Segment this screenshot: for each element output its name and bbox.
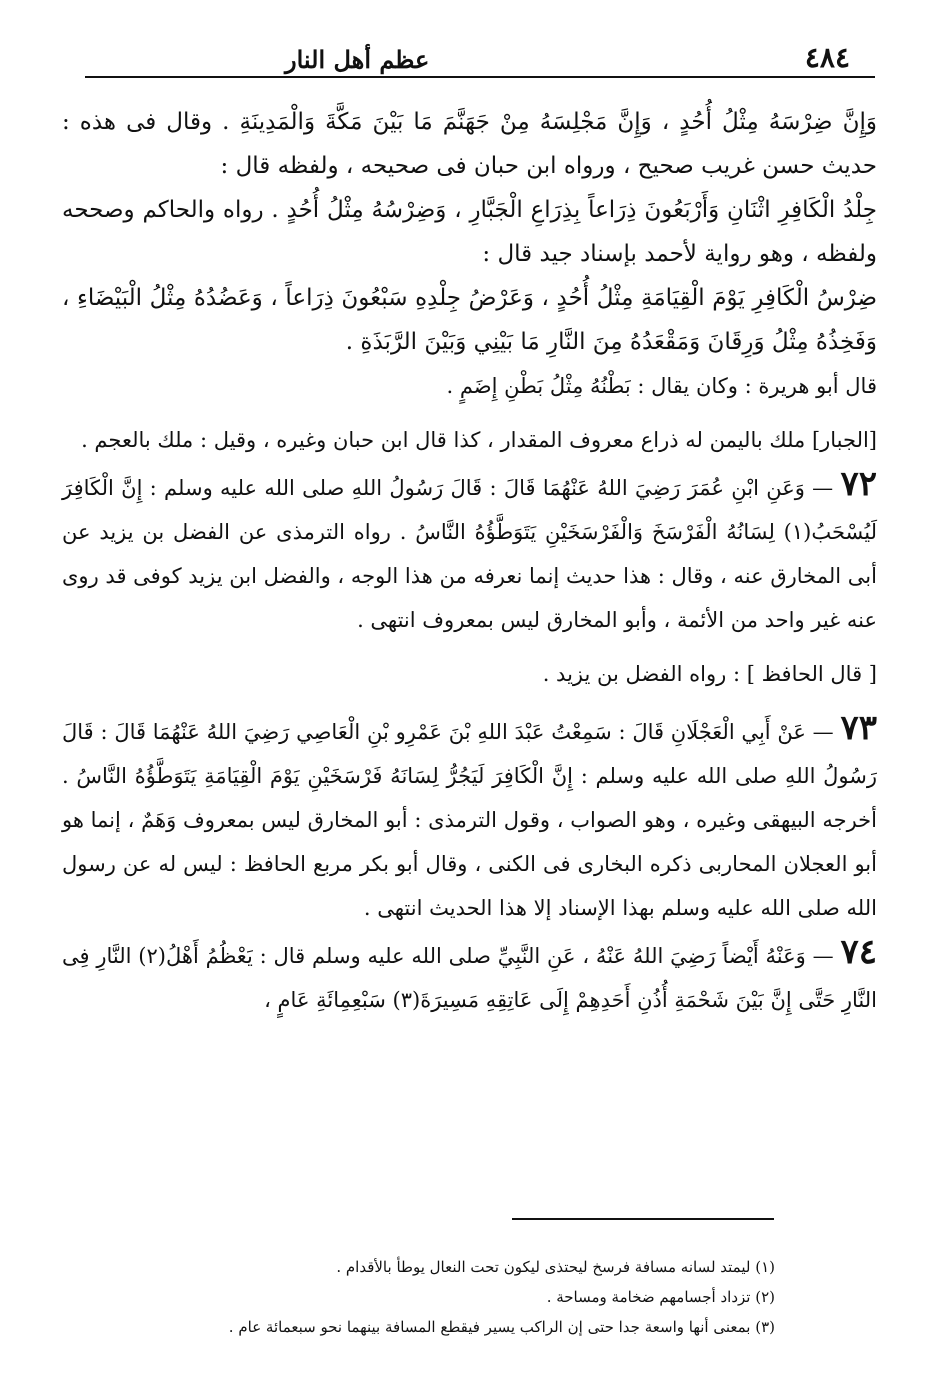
- paragraph-4: قال أبو هريرة : وكان يقال : بَطْنُهُ مِثْلُ بَطْنِ إِضَمٍ .: [446, 374, 877, 398]
- paragraph-1: وَإِنَّ ضِرْسَهُ مِثْلُ أُحُدٍ ، وَإِنَّ مَجْلِسَهُ مِنْ جَهَنَّمَ مَا بَيْنَ مَكَّةَ وَالْمَدِينَةِ . وقال فى هذه : حديث حسن غريب صحيح ، ورواه ابن حبان فى صحيحه ، ولفظه قال :: [62, 109, 877, 179]
- footnote-rule: [512, 1218, 774, 1220]
- hadith-72-text: — وَعَنِ ابْنِ عُمَرَ رَضِيَ اللهُ عَنْهُمَا قَالَ : قَالَ رَسُولُ اللهِ صلى الله عليه وسلم : إِنَّ الْكَافِرَ لَيُسْحَبُ(١) لِسَانُهُ الْفَرْسَخَ وَالْفَرْسَخَيْنِ يَتَوَطَّؤُهُ النَّاسُ . رواه الترمذى عن الفضل بن يزيد عن أبى المخارق عنه ، وقال : هذا حديث إنما نعرفه من هذا الوجه ، والفضل ابن يزيد كوفى قد روى عنه غير واحد من الأئمة ، وأبو المخارق ليس بمعروف انتهى .: [62, 476, 877, 632]
- page-number: ٤٨٤: [804, 41, 850, 74]
- header-rule: [85, 76, 875, 78]
- footnote-2: (٢) تزداد أجسامهم ضخامة ومساحة .: [546, 1288, 775, 1306]
- hadith-number-73: ٧٣: [840, 708, 877, 748]
- footnotes: [150, 1252, 775, 1342]
- running-title: عظم أهل النار: [285, 45, 430, 74]
- paragraph-5: [الجبار] ملك باليمن له ذراع معروف المقدار ، كذا قال ابن حبان وغيره ، وقيل : ملك بالعجم .: [81, 428, 877, 452]
- hadith-74: [62, 930, 877, 1022]
- footnote-3: (٣) بمعنى أنها واسعة جدا حتى إن الراكب يسير فيقطع المسافة بينهما نحو سبعمائة عام .: [228, 1318, 775, 1336]
- footnote-1: (١) ليمتد لسانه مسافة فرسخ ليحتذى ليكون تحت النعال يوطأ بالأقدام .: [336, 1258, 775, 1276]
- hadith-73-text: — عَنْ أَبِي الْعَجْلَانِ قَالَ : سَمِعْتُ عَبْدَ اللهِ بْنَ عَمْرِو بْنِ الْعَاصِي رَضِيَ اللهُ عَنْهُمَا قَالَ : قَالَ رَسُولُ اللهِ صلى الله عليه وسلم : إِنَّ الْكَافِرَ لَيَجُرُّ لِسَانَهُ فَرْسَخَيْنِ يَوْمَ الْقِيَامَةِ يَتَوَطَّؤُهُ النَّاسُ . أخرجه البيهقى وغيره ، وهو الصواب ، وقول الترمذى : أبو المخارق ليس بمعروف وَهَمٌ ، إنما هو أبو العجلان المحاربى ذكره البخارى فى الكنى ، وقال أبو بكر مربع الحافظ : ليس له عن رسول الله صلى الله عليه وسلم بهذا الإسناد إلا هذا الحديث انتهى .: [62, 720, 877, 920]
- hadith-number-72: ٧٢: [840, 464, 877, 504]
- hadith-74-text: — وَعَنْهُ أَيْضاً رَضِيَ اللهُ عَنْهُ ، عَنِ النَّبِيِّ صلى الله عليه وسلم قال : يَعْظُمُ أَهْلُ(٢) النَّارِ فِى النَّارِ حَتَّى إِنَّ بَيْنَ شَحْمَةِ أُذُنِ أَحَدِهِمْ إِلَى عَاتِقِهِ مَسِيرَةَ(٣) سَبْعِمِائَةِ عَامٍ ،: [62, 944, 877, 1012]
- paragraph-3: ضِرْسُ الْكَافِرِ يَوْمَ الْقِيَامَةِ مِثْلُ أُحُدٍ ، وَعَرْضُ جِلْدِهِ سَبْعُونَ ذِرَاعاً ، وَعَضُدُهُ مِثْلُ الْبَيْضَاءِ ، وَفَخِذُهُ مِثْلُ وَرِقَانَ وَمَقْعَدُهُ مِنَ النَّارِ مَا بَيْنِي وَبَيْنَ الرَّبَذَةِ .: [62, 285, 877, 355]
- page-header: [85, 28, 850, 74]
- hadith-72: [62, 462, 877, 642]
- paragraph-2: جِلْدُ الْكَافِرِ اثْنَانِ وَأَرْبَعُونَ ذِرَاعاً بِذِرَاعِ الْجَبَّارِ ، وَضِرْسُهُ مِثْلُ أُحُدٍ . رواه والحاكم وصححه ولفظه ، وهو رواية لأحمد بإسناد جيد قال :: [62, 197, 877, 267]
- hadith-number-74: ٧٤: [840, 932, 877, 972]
- paragraph-6: [ قال الحافظ ] : رواه الفضل بن يزيد .: [542, 662, 877, 686]
- hadith-73: [62, 706, 877, 930]
- main-text: [62, 100, 877, 1022]
